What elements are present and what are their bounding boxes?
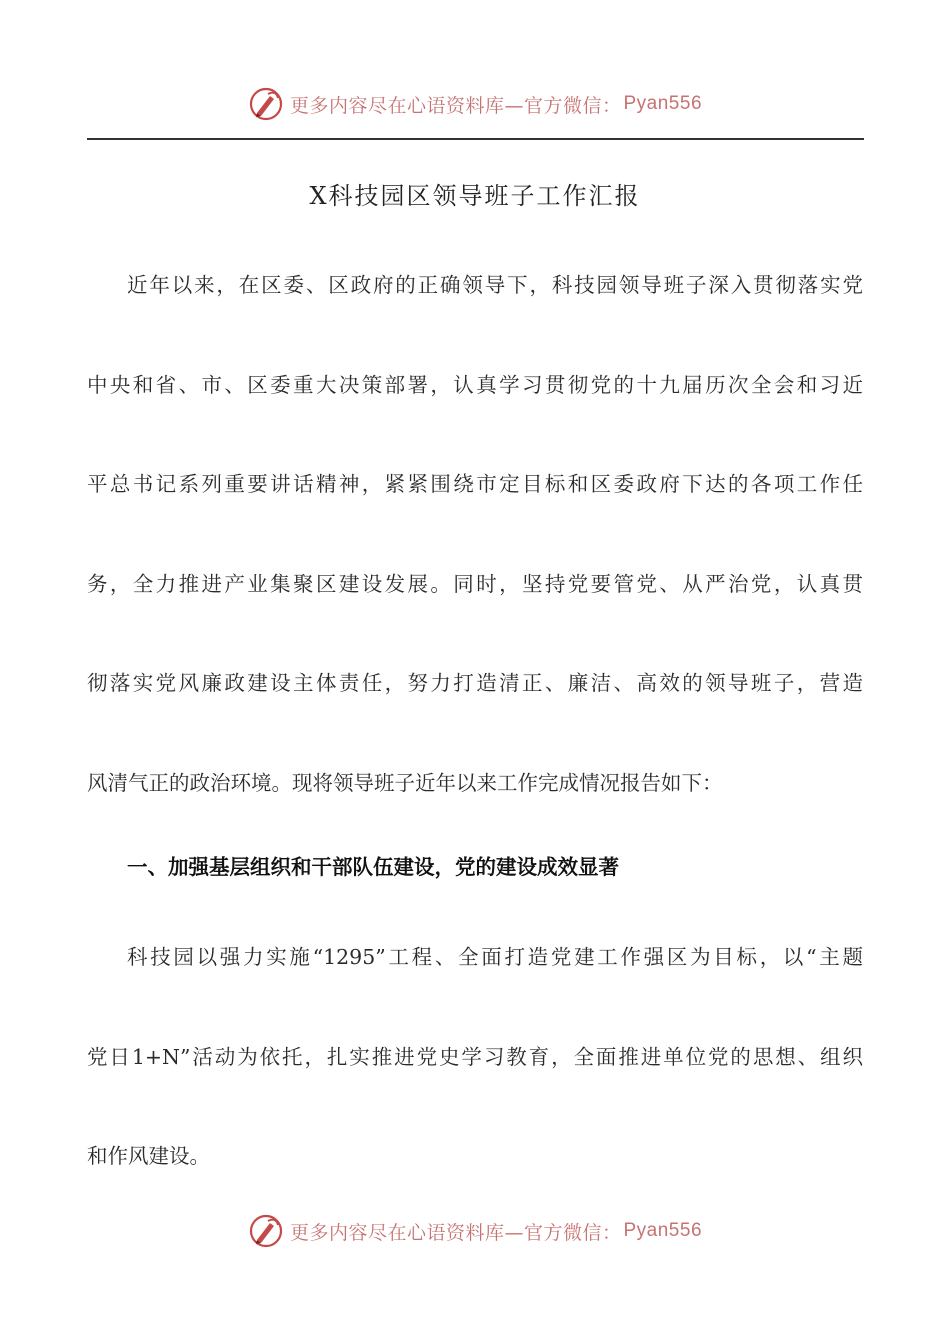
paragraph-line: 科技园以强力实施“1295”工程、全面打造党建工作强区为目标，以“主题 bbox=[127, 945, 863, 969]
paragraph-section-1 bbox=[87, 908, 863, 1207]
paragraph-line: 彻落实党风廉政建设主体责任，努力打造清正、廉洁、高效的领导班子，营造 bbox=[87, 671, 863, 696]
watermark-banner-bottom bbox=[0, 1211, 950, 1251]
paragraph-line: 务，全力推进产业集聚区建设发展。同时，坚持党要管党、从严治党，认真贯 bbox=[87, 571, 863, 596]
paragraph-intro bbox=[87, 236, 863, 834]
pen-logo-icon bbox=[248, 1213, 284, 1249]
paragraph-line: 和作风建设。 bbox=[87, 1144, 210, 1169]
paragraph-line: 党日1+N”活动为依托，扎实推进党史学习教育，全面推进单位党的思想、组织 bbox=[87, 1044, 863, 1069]
document-title: X科技园区领导班子工作汇报 bbox=[309, 182, 641, 210]
banner-text: 更多内容尽在心语资料库—官方微信： bbox=[289, 94, 622, 117]
header-divider bbox=[87, 138, 864, 140]
banner-wechat-id: Pyan556 bbox=[623, 93, 703, 114]
pen-logo-icon bbox=[248, 86, 284, 122]
paragraph-line: 近年以来，在区委、区政府的正确领导下，科技园领导班子深入贯彻落实党 bbox=[127, 273, 863, 297]
banner-text: 更多内容尽在心语资料库—官方微信： bbox=[289, 1221, 622, 1244]
banner-wechat-id: Pyan556 bbox=[623, 1220, 703, 1241]
paragraph-line: 平总书记系列重要讲话精神，紧紧围绕市定目标和区委政府下达的各项工作任 bbox=[87, 472, 863, 497]
section-heading-1: 一、加强基层组织和干部队伍建设，党的建设成效显著 bbox=[127, 855, 619, 879]
paragraph-line: 风清气正的政治环境。现将领导班子近年以来工作完成情况报告如下： bbox=[87, 770, 723, 795]
watermark-banner-top bbox=[0, 84, 950, 124]
paragraph-line: 中央和省、市、区委重大决策部署，认真学习贯彻党的十九届历次全会和习近 bbox=[87, 372, 863, 397]
